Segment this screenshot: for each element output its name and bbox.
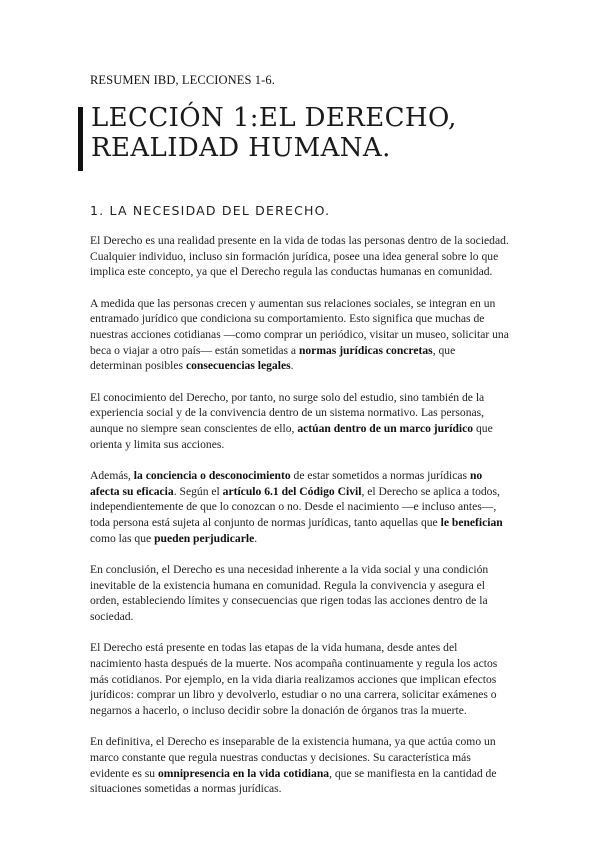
- document-body: [90, 233, 510, 797]
- paragraph-text: .: [290, 359, 294, 373]
- paragraph-text: .: [254, 531, 258, 545]
- paragraph-text: . Según el: [173, 484, 223, 498]
- bold-text: normas jurídicas concretas: [298, 343, 433, 357]
- paragraph-text: A medida que las personas crecen y aumentan sus relaciones sociales, se integran en un entramado jurídico que condiciona su comportamiento. Esto significa que muchas de nuestras acciones cotidianas —como comprar un periódico, visitar un museo, solicitar una beca o viajar a otro país— están sometidas a: [90, 296, 509, 357]
- paragraph: [90, 468, 510, 546]
- bold-text: la conciencia o desconocimiento: [133, 469, 291, 483]
- paragraph-text: como las que: [90, 531, 155, 545]
- summary-title: RESUMEN IBD, LECCIONES 1-6.: [90, 73, 275, 87]
- paragraph: [90, 390, 510, 452]
- paragraph: [90, 640, 510, 718]
- paragraph-text: El Derecho está presente en todas las etapas de la vida humana, desde antes del nacimiento hasta después de la muerte. Nos acompaña continuamente y regula los actos más cotidianos. Por ejemplo, en la vida diaria realizamos acciones que implican efectos jurídicos: comprar un libro y devolverlo, estudiar o no una carrera, solicitar exámenes o negarnos a hacerlo, o incluso decidir sobre la donación de órganos tras la muerte.: [90, 641, 498, 717]
- paragraph-text: Además,: [90, 469, 134, 483]
- paragraph-text: El conocimiento del Derecho, por tanto, no surge solo del estudio, sino también de la experiencia social y de la convivencia dentro de un sistema normativo. Las personas, aunque no siempre sean conscientes de ello,: [90, 390, 485, 435]
- paragraph: [90, 734, 510, 796]
- lesson-title-line-2: REALIDAD HUMANA.: [91, 133, 391, 163]
- title-accent-bar: [78, 107, 83, 171]
- paragraph: [90, 296, 510, 374]
- paragraph-text: , que se manifiesta en la cantidad de situaciones sometidas a normas jurídicas.: [90, 766, 497, 796]
- bold-text: omnipresencia en la vida cotidiana: [157, 766, 330, 780]
- lesson-title: [91, 103, 538, 163]
- section-heading: 1. LA NECESIDAD DEL DERECHO.: [90, 203, 331, 218]
- lesson-title-block: [78, 103, 538, 163]
- paragraph-text: , el Derecho se aplica a todos, independientemente de que lo conozcan o no. Desde el nacimiento —e incluso antes—, toda persona está sujeta al conjunto de normas jurídicas, tanto aquellas que: [90, 484, 500, 529]
- bold-text: consecuencias legales: [185, 359, 291, 373]
- paragraph-text: El Derecho es una realidad presente en la vida de todas las personas dentro de la sociedad. Cualquier individuo, incluso sin formación jurídica, posee una idea general sobre lo que implica este concepto, ya que el Derecho regula las conductas humanas en comunidad.: [90, 234, 509, 279]
- bold-text: le benefician: [440, 515, 503, 529]
- paragraph-text: de estar sometidos a normas jurídicas: [290, 469, 470, 483]
- paragraph-text: , que determinan posibles: [90, 343, 456, 373]
- paragraph: [90, 233, 510, 280]
- paragraph-text: que orienta y limita sus acciones.: [90, 421, 493, 451]
- bold-text: artículo 6.1 del Código Civil: [222, 484, 362, 498]
- paragraph-text: En conclusión, el Derecho es una necesidad inherente a la vida social y una condición inevitable de la existencia humana en comunidad. Regula la convivencia y asegura el orden, estableciendo límites y consecuencias que rigen todas las acciones dentro de la sociedad.: [90, 563, 489, 623]
- paragraph-text: En definitiva, el Derecho es inseparable de la existencia humana, ya que actúa como un marco constante que regula nuestras conductas y decisiones. Su característica más evidente es su: [90, 735, 496, 780]
- bold-text: no afecta su eficacia: [90, 469, 483, 498]
- paragraph: [90, 562, 510, 624]
- bold-text: pueden perjudicarle: [154, 531, 255, 545]
- bold-text: actúan dentro de un marco jurídico: [297, 421, 474, 435]
- lesson-title-line-1: LECCIÓN 1:EL DERECHO,: [91, 103, 457, 133]
